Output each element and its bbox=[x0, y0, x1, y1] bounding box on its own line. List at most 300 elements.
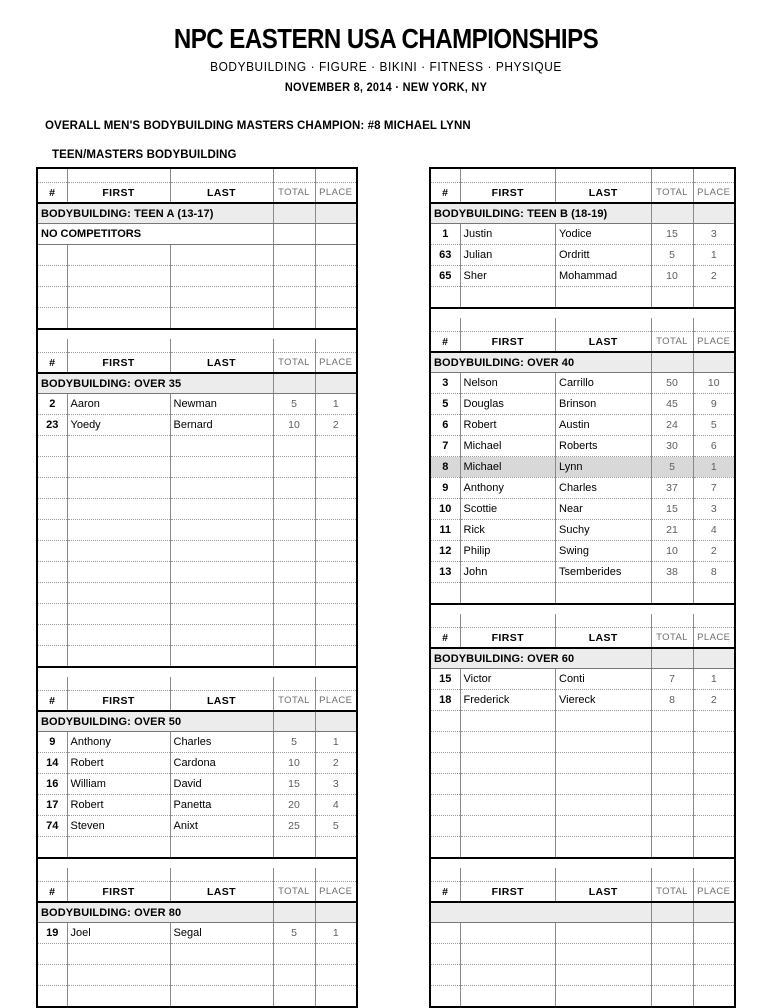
competitor-number: 18 bbox=[430, 690, 460, 711]
empty-cell[interactable] bbox=[170, 646, 273, 668]
column-header-row bbox=[430, 183, 735, 204]
competitor-first-name: John bbox=[460, 562, 556, 583]
empty-cell[interactable] bbox=[430, 711, 460, 732]
empty-cell[interactable] bbox=[460, 965, 556, 986]
empty-cell[interactable] bbox=[273, 520, 315, 541]
empty-row[interactable] bbox=[37, 986, 357, 1008]
empty-cell[interactable] bbox=[67, 562, 170, 583]
empty-cell[interactable] bbox=[651, 965, 693, 986]
competitor-place: 1 bbox=[315, 732, 357, 753]
competitor-first-name: Aaron bbox=[67, 394, 170, 415]
empty-cell[interactable] bbox=[651, 837, 693, 859]
empty-cell[interactable] bbox=[556, 795, 652, 816]
empty-cell[interactable] bbox=[37, 625, 67, 646]
empty-cell[interactable] bbox=[170, 436, 273, 457]
empty-cell[interactable] bbox=[556, 986, 652, 1008]
empty-cell[interactable] bbox=[430, 732, 460, 753]
competitor-first-name: Sher bbox=[460, 266, 556, 287]
column-header-last: LAST bbox=[556, 882, 652, 903]
empty-cell[interactable] bbox=[315, 287, 357, 308]
empty-cell[interactable] bbox=[460, 711, 556, 732]
empty-row[interactable] bbox=[430, 583, 735, 605]
table-row[interactable] bbox=[430, 266, 735, 287]
empty-cell[interactable] bbox=[67, 604, 170, 625]
empty-cell[interactable] bbox=[170, 986, 273, 1008]
table-row[interactable] bbox=[37, 816, 357, 837]
competitor-last-name: Yodice bbox=[556, 224, 652, 245]
empty-cell[interactable] bbox=[67, 520, 170, 541]
empty-cell[interactable] bbox=[651, 986, 693, 1008]
empty-cell[interactable] bbox=[67, 583, 170, 604]
section-separator-cell bbox=[430, 858, 735, 868]
empty-cell[interactable] bbox=[315, 646, 357, 668]
competitor-last-name: Cardona bbox=[170, 753, 273, 774]
empty-cell[interactable] bbox=[37, 837, 67, 859]
empty-row[interactable] bbox=[37, 965, 357, 986]
empty-cell[interactable] bbox=[315, 457, 357, 478]
empty-row[interactable] bbox=[37, 245, 357, 266]
table-row[interactable] bbox=[430, 562, 735, 583]
column-header-first: FIRST bbox=[67, 183, 170, 204]
empty-cell[interactable] bbox=[460, 986, 556, 1008]
empty-cell[interactable] bbox=[273, 646, 315, 668]
table-row[interactable] bbox=[430, 541, 735, 562]
empty-cell[interactable] bbox=[315, 520, 357, 541]
empty-cell[interactable] bbox=[556, 944, 652, 965]
empty-row[interactable] bbox=[37, 287, 357, 308]
column-header-total: TOTAL bbox=[273, 691, 315, 712]
competitor-total: 10 bbox=[273, 415, 315, 436]
column-header-row bbox=[430, 332, 735, 353]
spacer-cell bbox=[556, 868, 652, 882]
empty-cell[interactable] bbox=[556, 711, 652, 732]
empty-cell[interactable] bbox=[170, 457, 273, 478]
empty-cell[interactable] bbox=[693, 986, 735, 1008]
empty-cell[interactable] bbox=[315, 986, 357, 1008]
competitor-last-name: Viereck bbox=[556, 690, 652, 711]
empty-cell[interactable] bbox=[67, 944, 170, 965]
empty-cell[interactable] bbox=[315, 604, 357, 625]
empty-cell[interactable] bbox=[460, 816, 556, 837]
empty-cell[interactable] bbox=[315, 541, 357, 562]
empty-cell[interactable] bbox=[556, 583, 652, 605]
column-header-num: # bbox=[37, 882, 67, 903]
table-row[interactable] bbox=[37, 774, 357, 795]
empty-row[interactable] bbox=[37, 625, 357, 646]
empty-row[interactable] bbox=[430, 965, 735, 986]
empty-row[interactable] bbox=[37, 837, 357, 859]
empty-cell[interactable] bbox=[37, 541, 67, 562]
competitor-place: 1 bbox=[315, 394, 357, 415]
table-row[interactable] bbox=[430, 478, 735, 499]
empty-cell[interactable] bbox=[170, 245, 273, 266]
empty-cell[interactable] bbox=[67, 837, 170, 859]
empty-row[interactable] bbox=[37, 478, 357, 499]
table-row[interactable] bbox=[430, 394, 735, 415]
empty-cell[interactable] bbox=[37, 499, 67, 520]
empty-row[interactable] bbox=[430, 732, 735, 753]
empty-cell[interactable] bbox=[430, 816, 460, 837]
competitor-total: 15 bbox=[651, 224, 693, 245]
empty-cell[interactable] bbox=[273, 541, 315, 562]
empty-cell[interactable] bbox=[67, 499, 170, 520]
empty-cell[interactable] bbox=[693, 944, 735, 965]
empty-cell[interactable] bbox=[67, 266, 170, 287]
empty-cell[interactable] bbox=[693, 583, 735, 605]
section-separator bbox=[430, 604, 735, 614]
empty-cell[interactable] bbox=[37, 944, 67, 965]
table-row[interactable] bbox=[430, 373, 735, 394]
table-row[interactable] bbox=[37, 795, 357, 816]
header-spacer-row bbox=[430, 318, 735, 332]
spacer-cell bbox=[170, 868, 273, 882]
empty-cell[interactable] bbox=[460, 732, 556, 753]
empty-cell[interactable] bbox=[170, 266, 273, 287]
empty-cell[interactable] bbox=[37, 478, 67, 499]
competitor-number: 19 bbox=[37, 923, 67, 944]
empty-cell[interactable] bbox=[315, 478, 357, 499]
spacer-cell bbox=[37, 168, 67, 183]
empty-cell[interactable] bbox=[273, 583, 315, 604]
empty-cell[interactable] bbox=[37, 965, 67, 986]
empty-cell[interactable] bbox=[170, 541, 273, 562]
table-row[interactable] bbox=[430, 520, 735, 541]
event-disciplines: BODYBUILDING · FIGURE · BIKINI · FITNESS · PHYSIQUE bbox=[210, 60, 562, 75]
competitor-number: 74 bbox=[37, 816, 67, 837]
empty-cell[interactable] bbox=[315, 436, 357, 457]
empty-cell[interactable] bbox=[273, 562, 315, 583]
empty-row[interactable] bbox=[430, 774, 735, 795]
empty-cell[interactable] bbox=[651, 816, 693, 837]
column-header-total: TOTAL bbox=[273, 882, 315, 903]
empty-cell[interactable] bbox=[67, 287, 170, 308]
empty-cell[interactable] bbox=[315, 562, 357, 583]
empty-cell[interactable] bbox=[170, 308, 273, 330]
empty-cell[interactable] bbox=[693, 837, 735, 859]
empty-cell[interactable] bbox=[430, 774, 460, 795]
empty-cell[interactable] bbox=[273, 625, 315, 646]
empty-row[interactable] bbox=[430, 287, 735, 309]
table-row[interactable] bbox=[430, 499, 735, 520]
empty-row[interactable] bbox=[430, 923, 735, 944]
competitor-first-name: Steven bbox=[67, 816, 170, 837]
empty-cell[interactable] bbox=[67, 986, 170, 1008]
empty-row[interactable] bbox=[37, 646, 357, 668]
competitor-number: 8 bbox=[430, 457, 460, 478]
empty-cell[interactable] bbox=[273, 478, 315, 499]
empty-cell[interactable] bbox=[315, 625, 357, 646]
empty-cell[interactable] bbox=[430, 923, 460, 944]
empty-cell[interactable] bbox=[556, 816, 652, 837]
empty-cell[interactable] bbox=[460, 583, 556, 605]
empty-row[interactable] bbox=[37, 541, 357, 562]
empty-cell[interactable] bbox=[67, 625, 170, 646]
empty-cell[interactable] bbox=[430, 583, 460, 605]
section-title-row bbox=[37, 373, 357, 394]
empty-cell[interactable] bbox=[315, 965, 357, 986]
empty-cell[interactable] bbox=[315, 944, 357, 965]
competitor-place: 1 bbox=[315, 923, 357, 944]
competitor-total: 8 bbox=[651, 690, 693, 711]
empty-row[interactable] bbox=[430, 753, 735, 774]
empty-cell[interactable] bbox=[170, 965, 273, 986]
empty-cell[interactable] bbox=[693, 965, 735, 986]
empty-cell[interactable] bbox=[273, 457, 315, 478]
empty-cell[interactable] bbox=[67, 646, 170, 668]
empty-cell[interactable] bbox=[651, 774, 693, 795]
section-title-place-pad bbox=[315, 203, 357, 224]
empty-cell[interactable] bbox=[170, 837, 273, 859]
table-row[interactable] bbox=[430, 436, 735, 457]
empty-cell[interactable] bbox=[170, 562, 273, 583]
empty-cell[interactable] bbox=[430, 944, 460, 965]
spacer-cell bbox=[67, 168, 170, 183]
empty-cell[interactable] bbox=[315, 308, 357, 330]
empty-cell[interactable] bbox=[170, 944, 273, 965]
competitor-place: 4 bbox=[315, 795, 357, 816]
empty-row[interactable] bbox=[37, 562, 357, 583]
table-row[interactable] bbox=[37, 732, 357, 753]
column-header-last: LAST bbox=[556, 332, 652, 353]
empty-cell[interactable] bbox=[430, 986, 460, 1008]
empty-cell[interactable] bbox=[556, 287, 652, 309]
empty-cell[interactable] bbox=[37, 266, 67, 287]
empty-cell[interactable] bbox=[67, 965, 170, 986]
empty-cell[interactable] bbox=[170, 604, 273, 625]
section-title: BODYBUILDING: TEEN B (18-19) bbox=[430, 203, 651, 224]
spacer-cell bbox=[315, 677, 357, 691]
empty-cell[interactable] bbox=[273, 308, 315, 330]
empty-cell[interactable] bbox=[37, 986, 67, 1008]
table-row[interactable] bbox=[430, 415, 735, 436]
empty-cell[interactable] bbox=[273, 837, 315, 859]
empty-cell[interactable] bbox=[430, 287, 460, 309]
competitor-number: 13 bbox=[430, 562, 460, 583]
empty-cell[interactable] bbox=[556, 774, 652, 795]
empty-cell[interactable] bbox=[37, 520, 67, 541]
column-header-last: LAST bbox=[170, 183, 273, 204]
empty-cell[interactable] bbox=[170, 499, 273, 520]
section-separator-cell bbox=[430, 308, 735, 318]
empty-cell[interactable] bbox=[315, 583, 357, 604]
empty-cell[interactable] bbox=[37, 562, 67, 583]
empty-row[interactable] bbox=[37, 436, 357, 457]
column-header-row bbox=[37, 882, 357, 903]
section-separator-cell bbox=[37, 329, 357, 339]
empty-cell[interactable] bbox=[693, 732, 735, 753]
section-title-place-pad bbox=[693, 648, 735, 669]
column-header-place: PLACE bbox=[315, 183, 357, 204]
empty-cell[interactable] bbox=[170, 625, 273, 646]
empty-cell[interactable] bbox=[37, 308, 67, 330]
empty-cell[interactable] bbox=[273, 965, 315, 986]
competitor-place: 10 bbox=[693, 373, 735, 394]
spacer-cell bbox=[67, 868, 170, 882]
empty-cell[interactable] bbox=[651, 923, 693, 944]
table-row[interactable] bbox=[430, 457, 735, 478]
empty-cell[interactable] bbox=[651, 711, 693, 732]
competitor-last-name: Austin bbox=[556, 415, 652, 436]
empty-cell[interactable] bbox=[460, 795, 556, 816]
empty-row[interactable] bbox=[37, 604, 357, 625]
empty-cell[interactable] bbox=[460, 774, 556, 795]
competitor-first-name: Victor bbox=[460, 669, 556, 690]
empty-cell[interactable] bbox=[37, 583, 67, 604]
empty-cell[interactable] bbox=[430, 837, 460, 859]
empty-cell[interactable] bbox=[651, 732, 693, 753]
empty-cell[interactable] bbox=[693, 774, 735, 795]
empty-cell[interactable] bbox=[651, 583, 693, 605]
empty-cell[interactable] bbox=[315, 837, 357, 859]
empty-row[interactable] bbox=[37, 266, 357, 287]
competitor-number: 23 bbox=[37, 415, 67, 436]
table-row[interactable] bbox=[430, 245, 735, 266]
empty-cell[interactable] bbox=[460, 944, 556, 965]
section-title-total-pad bbox=[273, 203, 315, 224]
empty-cell[interactable] bbox=[556, 923, 652, 944]
competitor-total: 30 bbox=[651, 436, 693, 457]
empty-cell[interactable] bbox=[37, 457, 67, 478]
table-row[interactable] bbox=[37, 923, 357, 944]
section-note-total-pad bbox=[273, 224, 315, 245]
empty-cell[interactable] bbox=[693, 923, 735, 944]
empty-cell[interactable] bbox=[430, 965, 460, 986]
column-header-num: # bbox=[430, 882, 460, 903]
competitor-first-name: Justin bbox=[460, 224, 556, 245]
empty-cell[interactable] bbox=[460, 837, 556, 859]
competitor-total: 5 bbox=[651, 245, 693, 266]
competitor-first-name: Yoedy bbox=[67, 415, 170, 436]
empty-cell[interactable] bbox=[67, 245, 170, 266]
column-header-total: TOTAL bbox=[651, 183, 693, 204]
competitor-number: 5 bbox=[430, 394, 460, 415]
competitor-total: 50 bbox=[651, 373, 693, 394]
empty-cell[interactable] bbox=[37, 604, 67, 625]
empty-row[interactable] bbox=[430, 837, 735, 859]
empty-cell[interactable] bbox=[170, 583, 273, 604]
empty-cell[interactable] bbox=[37, 287, 67, 308]
competitor-place: 5 bbox=[693, 415, 735, 436]
empty-cell[interactable] bbox=[315, 499, 357, 520]
empty-cell[interactable] bbox=[37, 646, 67, 668]
left-results-column bbox=[36, 167, 358, 1008]
empty-cell[interactable] bbox=[273, 986, 315, 1008]
section-title-row bbox=[430, 203, 735, 224]
empty-cell[interactable] bbox=[67, 478, 170, 499]
empty-cell[interactable] bbox=[651, 795, 693, 816]
empty-row[interactable] bbox=[37, 457, 357, 478]
competitor-first-name: William bbox=[67, 774, 170, 795]
competitor-total: 5 bbox=[273, 394, 315, 415]
empty-row[interactable] bbox=[430, 944, 735, 965]
empty-cell[interactable] bbox=[693, 287, 735, 309]
competitor-last-name: Bernard bbox=[170, 415, 273, 436]
empty-row[interactable] bbox=[37, 583, 357, 604]
empty-row[interactable] bbox=[37, 944, 357, 965]
competitor-total: 10 bbox=[651, 541, 693, 562]
empty-cell[interactable] bbox=[460, 923, 556, 944]
table-row[interactable] bbox=[430, 224, 735, 245]
competitor-last-name: Panetta bbox=[170, 795, 273, 816]
empty-row[interactable] bbox=[430, 986, 735, 1008]
empty-cell[interactable] bbox=[315, 245, 357, 266]
competitor-number: 6 bbox=[430, 415, 460, 436]
column-header-num: # bbox=[37, 183, 67, 204]
empty-cell[interactable] bbox=[170, 287, 273, 308]
empty-cell[interactable] bbox=[273, 245, 315, 266]
empty-row[interactable] bbox=[37, 499, 357, 520]
table-row[interactable] bbox=[37, 415, 357, 436]
column-header-row bbox=[37, 183, 357, 204]
empty-cell[interactable] bbox=[651, 944, 693, 965]
empty-cell[interactable] bbox=[273, 604, 315, 625]
competitor-first-name: Nelson bbox=[460, 373, 556, 394]
empty-cell[interactable] bbox=[273, 287, 315, 308]
empty-cell[interactable] bbox=[430, 753, 460, 774]
empty-cell[interactable] bbox=[37, 245, 67, 266]
section-note: NO COMPETITORS bbox=[37, 224, 273, 245]
column-header-total: TOTAL bbox=[651, 332, 693, 353]
competitor-place: 3 bbox=[315, 774, 357, 795]
empty-cell[interactable] bbox=[693, 753, 735, 774]
empty-cell[interactable] bbox=[556, 753, 652, 774]
section-title-place-pad bbox=[693, 352, 735, 373]
empty-cell[interactable] bbox=[460, 287, 556, 309]
empty-row[interactable] bbox=[37, 308, 357, 330]
empty-cell[interactable] bbox=[67, 457, 170, 478]
table-row[interactable] bbox=[37, 394, 357, 415]
empty-cell[interactable] bbox=[651, 287, 693, 309]
competitor-number: 1 bbox=[430, 224, 460, 245]
competitor-last-name: Swing bbox=[556, 541, 652, 562]
competitor-total: 15 bbox=[651, 499, 693, 520]
empty-cell[interactable] bbox=[273, 266, 315, 287]
section-title-total-pad bbox=[651, 203, 693, 224]
empty-row[interactable] bbox=[430, 816, 735, 837]
table-row[interactable] bbox=[430, 690, 735, 711]
empty-cell[interactable] bbox=[273, 499, 315, 520]
empty-cell[interactable] bbox=[67, 541, 170, 562]
empty-cell[interactable] bbox=[67, 436, 170, 457]
empty-cell[interactable] bbox=[430, 795, 460, 816]
empty-cell[interactable] bbox=[170, 478, 273, 499]
competitor-last-name: Roberts bbox=[556, 436, 652, 457]
empty-cell[interactable] bbox=[556, 965, 652, 986]
table-row[interactable] bbox=[37, 753, 357, 774]
empty-cell[interactable] bbox=[37, 436, 67, 457]
section-separator bbox=[37, 667, 357, 677]
empty-cell[interactable] bbox=[315, 266, 357, 287]
empty-cell[interactable] bbox=[273, 944, 315, 965]
empty-cell[interactable] bbox=[693, 816, 735, 837]
empty-row[interactable] bbox=[37, 520, 357, 541]
empty-cell[interactable] bbox=[67, 308, 170, 330]
empty-cell[interactable] bbox=[556, 732, 652, 753]
table-row[interactable] bbox=[430, 669, 735, 690]
competitor-place: 2 bbox=[315, 415, 357, 436]
empty-row[interactable] bbox=[430, 711, 735, 732]
column-header-place: PLACE bbox=[693, 628, 735, 649]
empty-cell[interactable] bbox=[651, 753, 693, 774]
empty-cell[interactable] bbox=[460, 753, 556, 774]
empty-cell[interactable] bbox=[170, 520, 273, 541]
empty-cell[interactable] bbox=[693, 711, 735, 732]
empty-cell[interactable] bbox=[693, 795, 735, 816]
empty-cell[interactable] bbox=[273, 436, 315, 457]
empty-row[interactable] bbox=[430, 795, 735, 816]
column-header-first: FIRST bbox=[67, 691, 170, 712]
empty-cell[interactable] bbox=[556, 837, 652, 859]
